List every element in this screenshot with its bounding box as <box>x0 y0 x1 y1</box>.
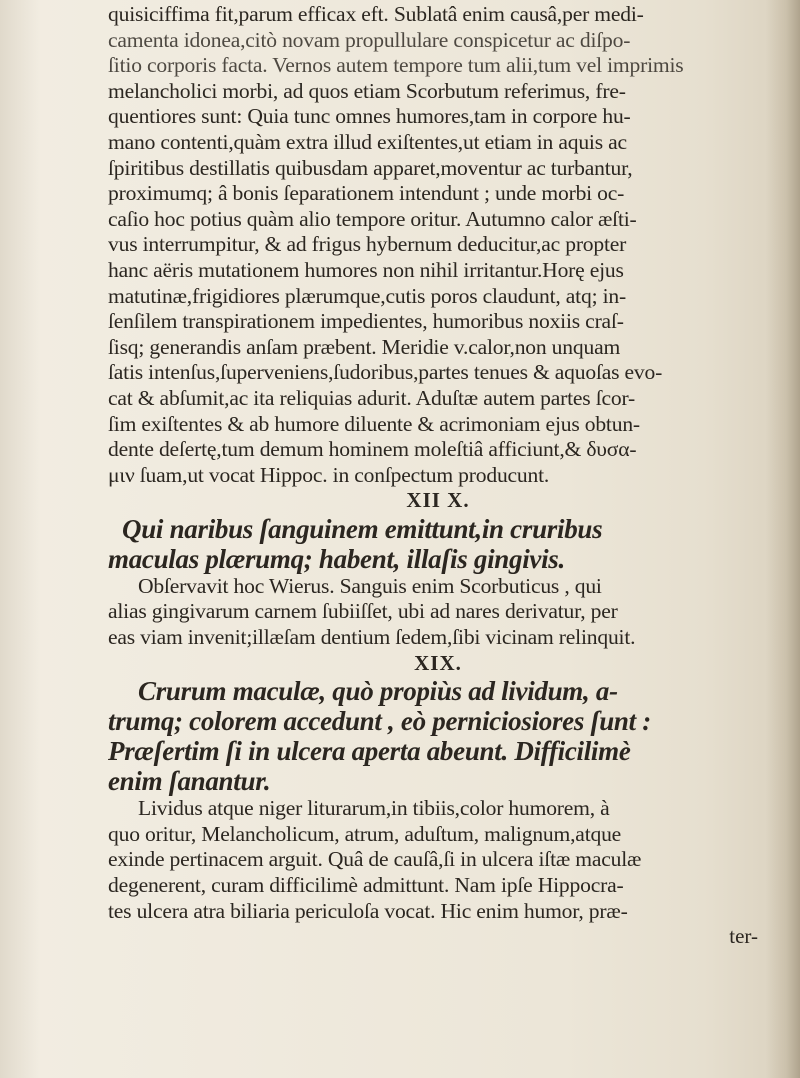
text-line: ſatis intenſus,ſuperveniens,ſudoribus,partes tenues & aquoſas evo- <box>108 360 663 385</box>
text-line: matutinæ,frigidiores plærumque,cutis poros claudunt, atq; in- <box>108 283 626 308</box>
text-line: cat & abſumit,ac ita reliquias adurit. Aduſtæ autem partes ſcor- <box>108 385 636 410</box>
text-line: eas viam invenit;illæſam dentium ſedem,ſibi vicinam relinquit. <box>108 625 636 650</box>
text-line: mano contenti,quàm extra illud exiſtentes,ut etiam in aquis ac <box>108 129 627 154</box>
text-line: camenta idonea,citò novam propullulare conspicetur ac diſpo- <box>108 27 631 52</box>
section-heading <box>108 514 768 574</box>
paragraph-lividus <box>108 796 768 924</box>
text-line: quisiciffima fit,parum efficax eft. Sublatâ enim causâ,per medi- <box>108 2 644 26</box>
page-gutter-shadow <box>0 0 40 1078</box>
text-line: Obſervavit hoc Wierus. Sanguis enim Scorbuticus , qui <box>138 573 602 598</box>
heading-line: Crurum maculæ, quò propiùs ad lividum, a- <box>138 676 618 707</box>
text-line: exinde pertinacem arguit. Quâ de cauſâ,ſi in ulcera iſtæ maculæ <box>108 847 642 872</box>
catchword: ter- <box>729 924 758 949</box>
text-line: hanc aëris mutationem humores non nihil irritantur.Horę ejus <box>108 257 624 282</box>
section-heading <box>108 676 768 796</box>
text-line: degenerent, curam difficilimè admittunt. Nam ipſe Hippocra- <box>108 873 624 898</box>
text-line: caſio hoc potius quàm alio tempore oritur. Autumno calor æſti- <box>108 206 637 231</box>
text-line: ſpiritibus destillatis quibusdam apparet,moventur ac turbantur, <box>108 155 633 180</box>
text-line: μιν ſuam,ut vocat Hippoc. in conſpectum producunt. <box>108 462 550 487</box>
heading-line: enim ſanantur. <box>108 766 271 797</box>
paragraph-seasons <box>108 2 768 488</box>
section-number: XII X. <box>406 488 470 513</box>
heading-line: Qui naribus ſanguinem emittunt,in cruribus <box>122 513 603 544</box>
text-line: ſim exiſtentes & ab humore diluente & acrimoniam ejus obtun- <box>108 411 640 436</box>
text-line: quentiores sunt: Quia tunc omnes humores,tam in corpore hu- <box>108 104 631 129</box>
page-text <box>108 2 768 950</box>
text-line: Lividus atque niger liturarum,in tibiis,color humorem, à <box>138 796 610 821</box>
text-line: melancholici morbi, ad quos etiam Scorbutum referimus, fre- <box>108 78 626 103</box>
heading-line: Præſertim ſi in ulcera aperta abeunt. Difficilimè <box>108 736 631 767</box>
page-right-edge <box>766 0 800 1078</box>
text-line: tes ulcera atra biliaria periculoſa vocat. Hic enim humor, præ- <box>108 898 628 923</box>
section-number: XIX. <box>414 650 462 675</box>
text-line: quo oritur, Melancholicum, atrum, aduſtum, malignum,atque <box>108 821 622 846</box>
text-line: dente deſertę,tum demum hominem moleſtiâ afficiunt,& δυσα- <box>108 437 637 462</box>
text-line: ſisq; generandis anſam præbent. Meridie v.calor,non unquam <box>108 334 621 359</box>
heading-line: trumq; colorem accedunt , eò perniciosiores ſunt : <box>108 706 651 737</box>
text-line: ſenſilem transpirationem impedientes, humoribus noxiis craſ- <box>108 309 624 334</box>
heading-line: maculas plærumq; habent, illaſis gingivis. <box>108 543 565 574</box>
text-line: proximumq; â bonis ſeparationem intendunt ; unde morbi oc- <box>108 181 625 206</box>
paragraph-wierus <box>108 574 768 651</box>
text-line: alias gingivarum carnem ſubiiſſet, ubi ad nares derivatur, per <box>108 599 618 624</box>
text-line: ſitio corporis facta. Vernos autem tempore tum alii,tum vel imprimis <box>108 53 684 78</box>
text-line: vus interrumpitur, & ad frigus hybernum deducitur,ac propter <box>108 232 627 257</box>
